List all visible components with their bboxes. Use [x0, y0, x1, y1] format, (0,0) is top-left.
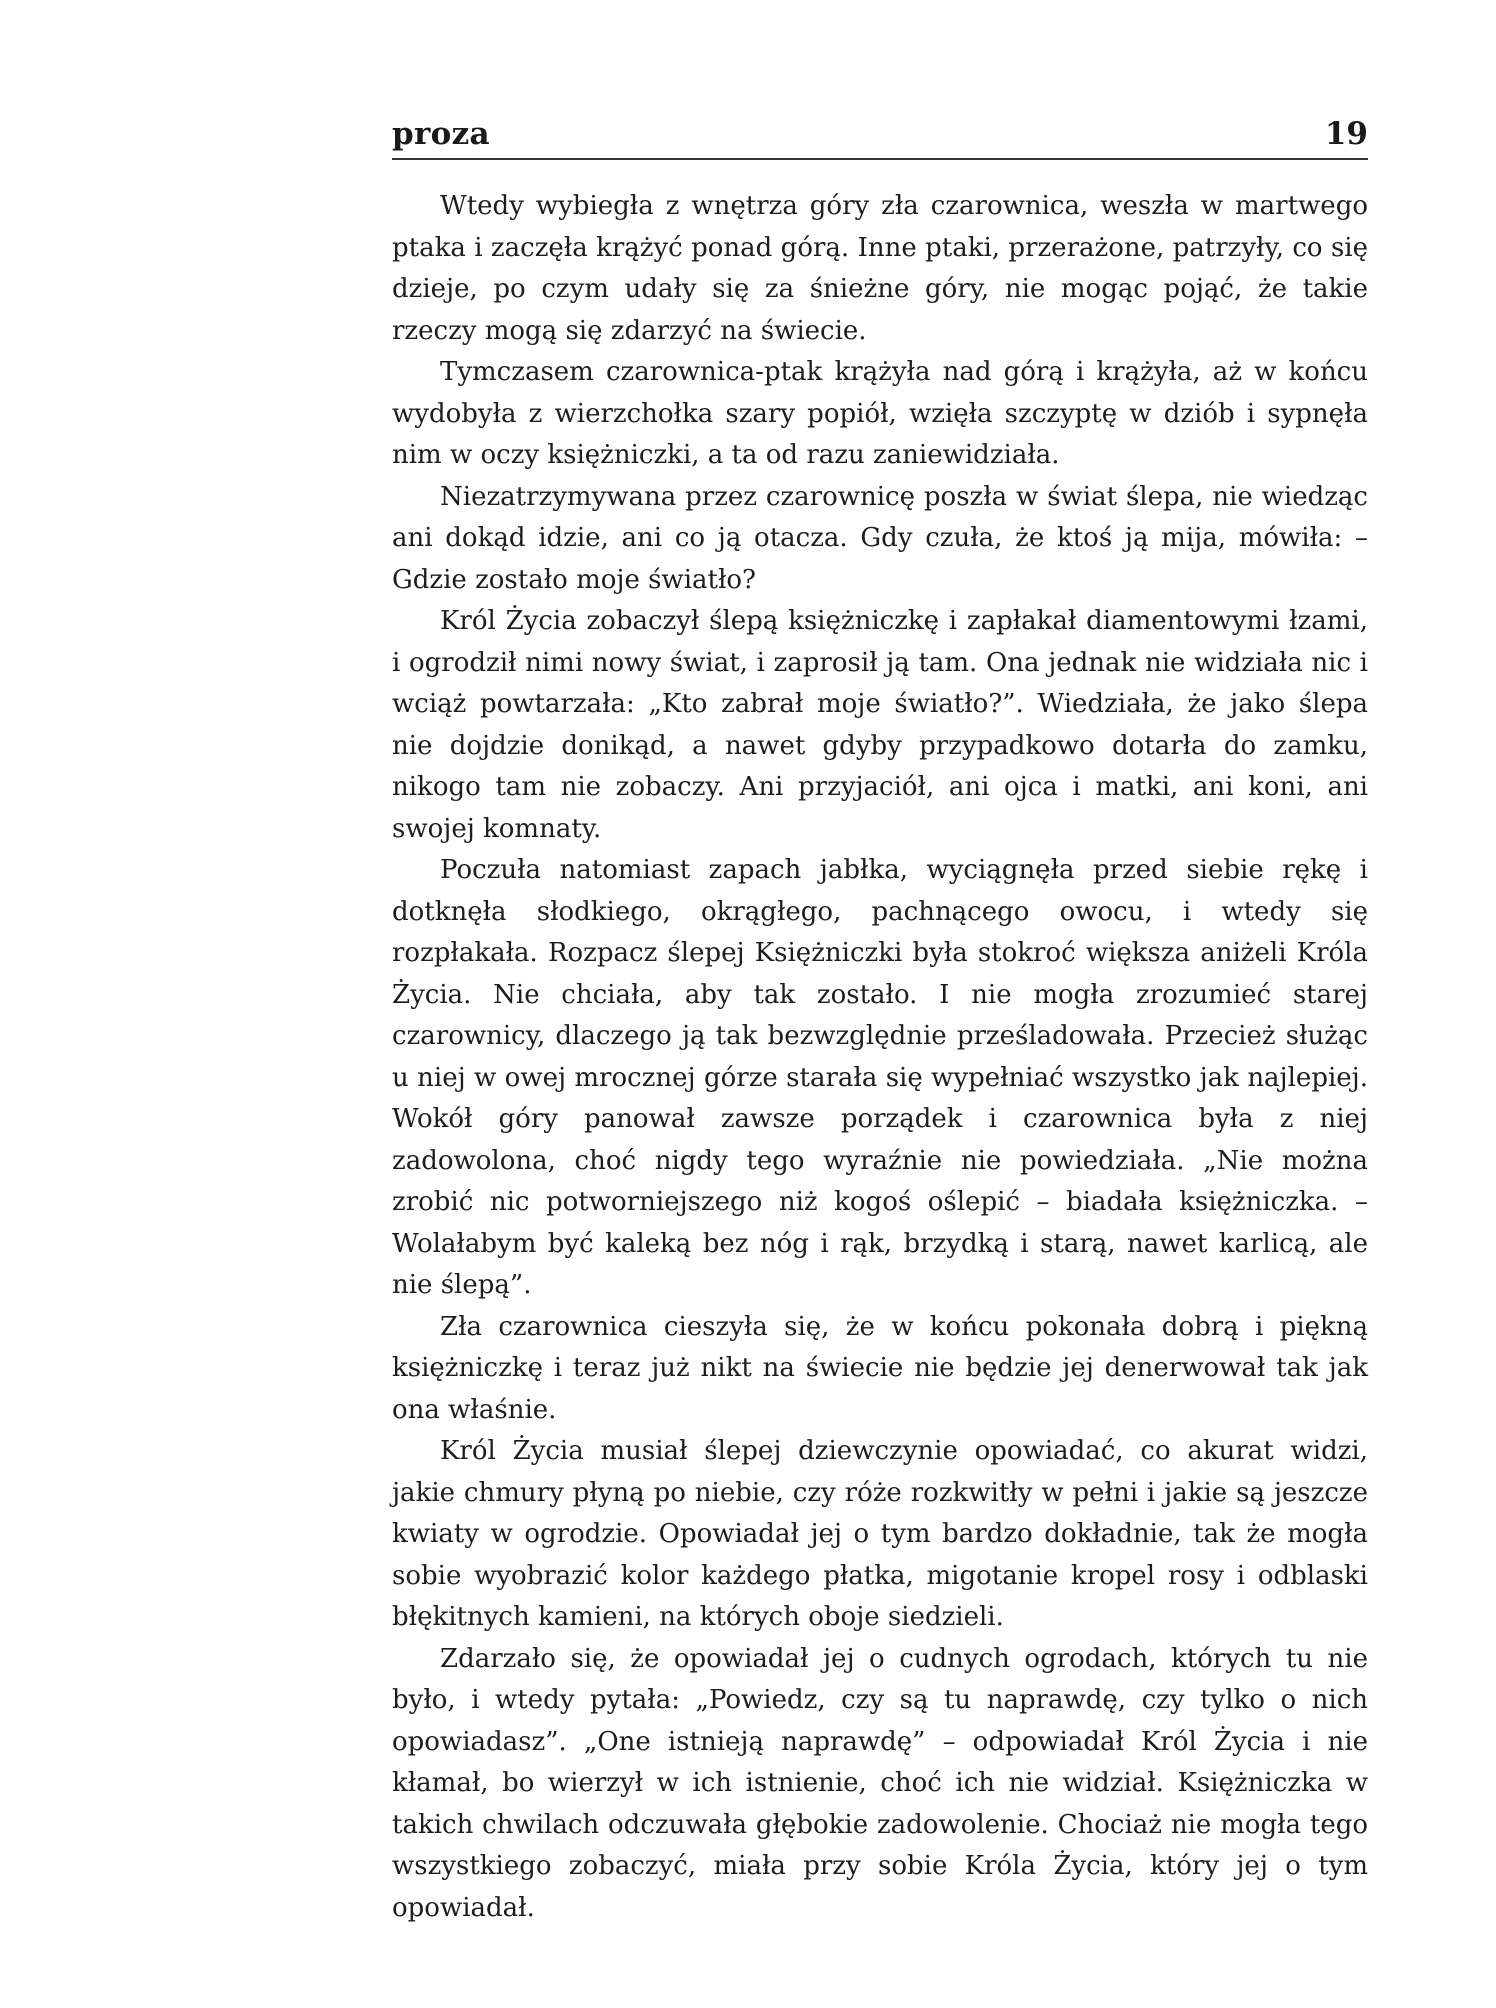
page-number: 19	[1324, 116, 1368, 152]
paragraph-8: Zdarzało się, że opowiadał jej o cudnych ogrodach, których tu nie było, i wtedy pytała: „Powiedz, czy są tu naprawdę, czy tylko o nich opowiadasz”. „One istnieją naprawdę” – odpowiadał Król Życia i nie kłamał, bo wierzył w ich istnienie, choć ich nie widział. Księżniczka w takich chwilach odczuwała głębokie zadowolenie. Chociaż nie mogła tego wszystkiego zobaczyć, miała przy sobie Króla Życia, który jej o tym opowiadał.	[392, 1643, 1368, 1923]
body-text	[392, 186, 1368, 1929]
section-title: proza	[392, 116, 490, 152]
paragraph-3: Niezatrzymywana przez czarownicę poszła w świat ślepa, nie wiedząc ani dokąd idzie, ani co ją otacza. Gdy czuła, że ktoś ją mija, mówiła: – Gdzie zostało moje światło?	[392, 481, 1368, 595]
paragraph-2: Tymczasem czarownica-ptak krążyła nad górą i krążyła, aż w końcu wydobyła z wierzchołka szary popiół, wzięła szczyptę w dziób i sypnęła nim w oczy księżniczki, a ta od razu zaniewidziała.	[392, 357, 1368, 470]
paragraph-7: Król Życia musiał ślepej dziewczynie opowiadać, co akurat widzi, jakie chmury płyną po niebie, czy róże rozkwitły w pełni i jakie są jeszcze kwiaty w ogrodzie. Opowiadał jej o tym bardzo dokładnie, tak że mogła sobie wyobrazić kolor każdego płatka, migotanie kropel rosy i odblaski błękitnych kamieni, na których oboje siedzieli.	[392, 1436, 1368, 1632]
paragraph-6: Zła czarownica cieszyła się, że w końcu pokonała dobrą i piękną księżniczkę i teraz już nikt na świecie nie będzie jej denerwował tak jak ona właśnie.	[392, 1311, 1368, 1425]
paragraph-5: Poczuła natomiast zapach jabłka, wyciągnęła przed siebie rękę i dotknęła słodkiego, okrągłego, pachnącego owocu, i wtedy się rozpłakała. Rozpacz ślepej Księżniczki była stokroć większa aniżeli Króla Życia. Nie chciała, aby tak zostało. I nie mogła zrozumieć starej czarownicy, dlaczego ją tak bezwzględnie prześladowała. Przecież służąc u niej w owej mrocznej górze starała się wypełniać wszystko jak najlepiej. Wokół góry panował zawsze porządek i czarownica była z niej zadowolona, choć nigdy tego wyraźnie nie powiedziała. „Nie można zrobić nic potworniejszego niż kogoś oślepić – biadała księżniczka. – Wolałabym być kaleką bez nóg i rąk, brzydką i starą, nawet karlicą, ale nie ślepą”.	[392, 855, 1368, 1300]
paragraph-1: Wtedy wybiegła z wnętrza góry zła czarownica, weszła w martwego ptaka i zaczęła krążyć ponad górą. Inne ptaki, przerażone, patrzyły, co się dzieje, po czym udały się za śnieżne góry, nie mogąc pojąć, że takie rzeczy mogą się zdarzyć na świecie.	[392, 191, 1368, 346]
paragraph-4: Król Życia zobaczył ślepą księżniczkę i zapłakał diamentowymi łzami, i ogrodził nimi nowy świat, i zaprosił ją tam. Ona jednak nie widziała nic i wciąż powtarzała: „Kto zabrał moje światło?”. Wiedziała, że jako ślepa nie dojdzie donikąd, a nawet gdyby przypadkowo dotarła do zamku, nikogo tam nie zobaczy. Ani przyjaciół, ani ojca i matki, ani koni, ani swojej komnaty.	[392, 606, 1368, 844]
running-header	[392, 112, 1368, 160]
